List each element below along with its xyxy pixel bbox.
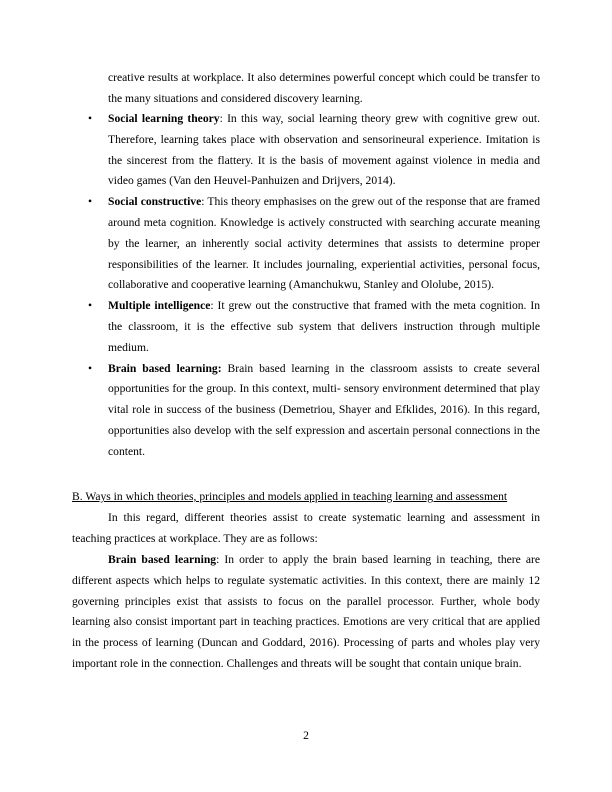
bullet-dot-icon: •: [88, 299, 93, 313]
bullet-term: Brain based learning:: [108, 361, 222, 375]
bullet-brain-based-learning: [88, 359, 541, 463]
bullet-multiple-intelligence: [88, 296, 540, 358]
bullet-dot-icon: •: [88, 361, 93, 375]
bullet-term: Multiple intelligence: [108, 299, 211, 313]
body-paragraph-intro: In this regard, different theories assist to create systematic learning and assessment in teaching practices at workplace. They are as follows:: [72, 511, 540, 545]
bullet-social-learning-theory: [88, 109, 540, 192]
theory-bullet-list: [0, 109, 612, 463]
bullet-term: Social constructive: [108, 195, 202, 209]
bullet-social-constructive: [88, 192, 540, 296]
paragraph-text: : In order to apply the brain based learning in teaching, there are different aspects which helps to regulate systematic activities. In this context, there are mainly 12 governing principles exist that assists to focus on the parallel processor. Further, whole body learning also consist important part in teaching practices. Emotions are very critical that are applied in the process of learning (Duncan and Goddard, 2016). Processing of parts and wholes play very important role in the connection. Challenges and threats will be sought that contain unique brain.: [72, 553, 540, 670]
bullet-text: Brain based learning in the classroom assists to create several opportunities for the group. In this context, multi- sensory environment determined that play vital role in success of the business (Demetriou, Shayer and Efklides, 2016). In this regard, opportunities also develop with the self expression and ascertain personal connections in the content.: [108, 361, 541, 458]
intro-continuation-text: creative results at workplace. It also determines powerful concept which could be transfer to the many situations and considered discovery learning.: [108, 71, 540, 105]
bullet-text: This theory emphasises on the grew out of the response that are framed around meta cognition. Knowledge is actively constructed with searching accurate meaning by the learner, an inherently social activity determines that assists to determine proper responsibilities of the learner. It includes journaling, experiential activities, personal focus, collaborative and cooperative learning (Amanchukwu, Stanley and Ololube, 2015).: [108, 195, 540, 292]
section-heading: B. Ways in which theories, principles and models applied in teaching learning and assessment: [72, 490, 508, 503]
bullet-text: In this way, social learning theory grew with cognitive grew out. Therefore, learning takes place with observation and sensorineural experience. Imitation is the sincerest from the flattery. It is the basis of movement against violence in media and video games (Van den Heuvel-Panhuizen and Drijvers, 2014).: [108, 112, 540, 188]
bullet-separator: :: [201, 195, 205, 209]
bullet-dot-icon: •: [88, 112, 93, 125]
bullet-term: Social learning theory: [108, 112, 220, 125]
bullet-dot-icon: •: [88, 195, 93, 209]
bullet-separator: :: [210, 299, 214, 313]
paragraph-term: Brain based learning: [108, 553, 217, 566]
body-paragraph-brain-based: [72, 550, 540, 675]
bullet-separator: :: [219, 112, 223, 125]
page-number: 2: [303, 729, 309, 742]
bullet-text: It grew out the constructive that framed with the meta cognition. In the classroom, it is the effective sub system that delivers instruction through multiple medium.: [108, 299, 540, 354]
